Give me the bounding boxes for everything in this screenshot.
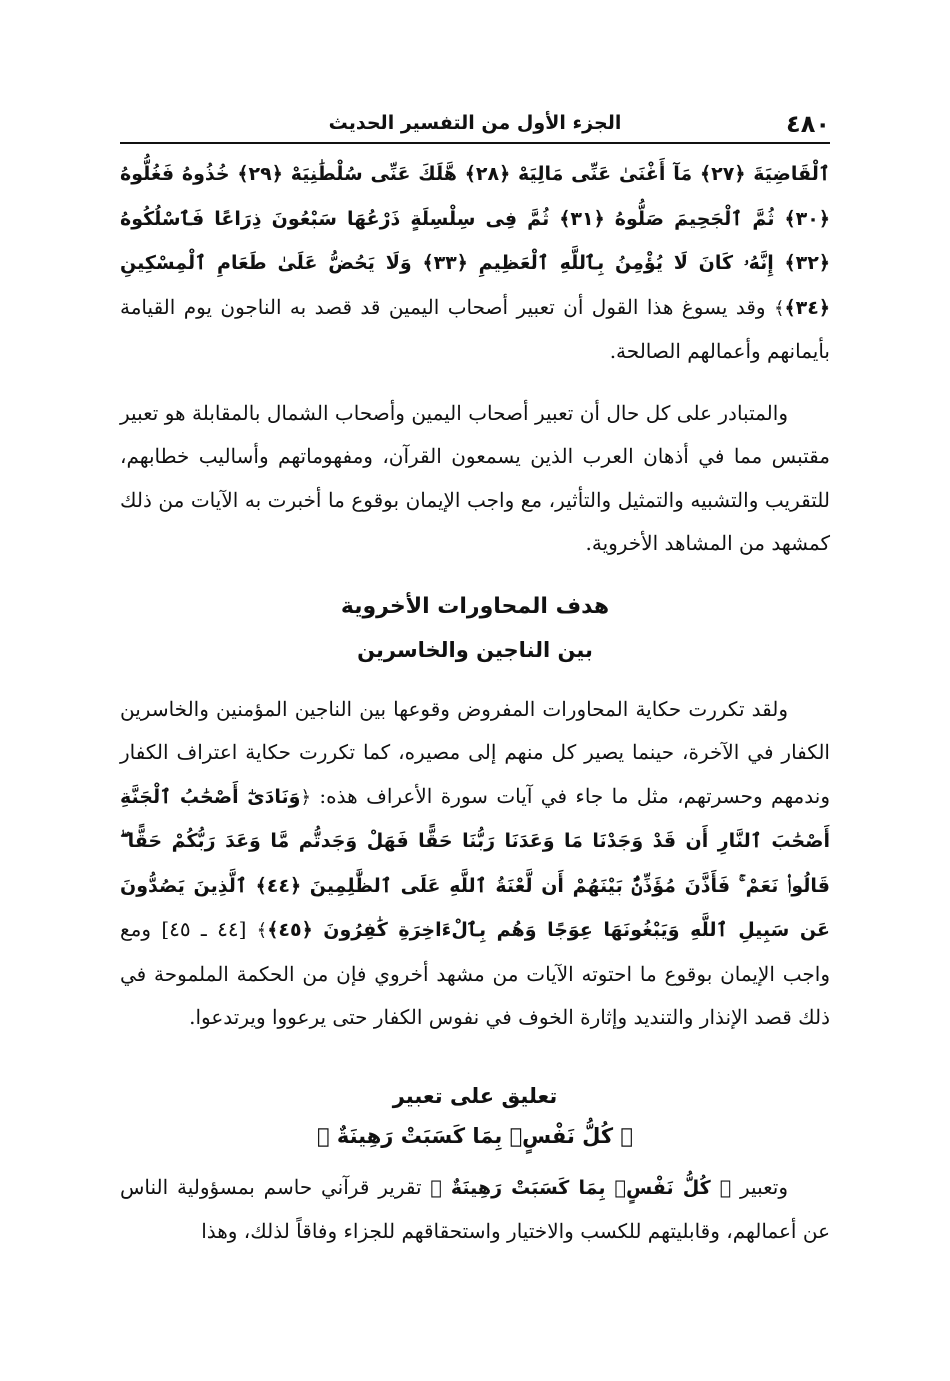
verse-reference: [٤٤ ـ ٤٥] bbox=[151, 917, 257, 941]
quran-quote-araf: وَنَادَىٰٓ أَصْحَٰبُ ٱلْجَنَّةِ أَصْحَٰبَ ٱلنَّارِ أَن قَدْ وَجَدْنَا مَا وَعَدَنَا رَبُّنَا حَقًّا فَهَلْ وَجَدتُّم مَّا وَعَدَ رَبُّكُمْ حَقًّا ۖ قَالُوا۟ نَعَمْ ۚ فَأَذَّنَ مُؤَذِّنٌۢ بَيْنَهُمْ أَن لَّعْنَةُ ٱللَّهِ عَلَى ٱلظَّٰلِمِينَ ﴿٤٤﴾ ٱلَّذِينَ يَصُدُّونَ عَن سَبِيلِ ٱللَّهِ وَيَبْغُونَهَا عِوَجًا وَهُم بِٱلْءَاخِرَةِ كَٰفِرُونَ ﴿٤٥﴾ bbox=[120, 785, 830, 941]
paragraph-gap bbox=[120, 1058, 830, 1076]
header-title: الجزء الأول من التفسير الحديث bbox=[328, 112, 622, 134]
closing-bracket: ﴾ bbox=[773, 297, 785, 319]
section-subtitle-saved-and-losers: بين الناجين والخاسرين bbox=[357, 637, 593, 662]
paragraph-3-text-before: ولقد تكررت حكاية المحاورات المفروض وقوعها بين الناجين المؤمنين والخاسرين الكفار في الآخرة، حينما يصير كل منهم إلى مصيره، كما تكررت حكاية اعتراف الكفار وندمهم وحسرتهم، مثل ما جاء في آيات سورة الأعراف هذه: bbox=[120, 696, 830, 808]
section-title-afterlife-dialogues: هدف المحاورات الأخروية bbox=[340, 593, 610, 619]
paragraph-3-text-after: ومع واجب الإيمان بوقوع ما احتوته الآيات من مشهد أخروي فإن من الحكمة الملموحة في ذلك قصد الإنذار والتنديد وإثارة الخوف في نفوس الكفار حتى يرعووا ويرتدعوا. bbox=[120, 917, 830, 1029]
paragraph-3 bbox=[120, 688, 830, 1040]
opening-bracket: ﴿ bbox=[300, 786, 312, 808]
page-number: ٤٨٠ bbox=[786, 110, 830, 138]
section-title-verse: ﴿ كُلُّ نَفْسٍۭ بِمَا كَسَبَتْ رَهِينَةٌ ﴾ bbox=[316, 1123, 634, 1148]
section-title-commentary: تعليق على تعبير bbox=[392, 1083, 558, 1108]
quran-quote-haqqah: ٱلْقَاضِيَةَ ﴿٢٧﴾ مَآ أَغْنَىٰ عَنِّى مَالِيَهْ ﴿٢٨﴾ هَّلَكَ عَنِّى سُلْطَٰنِيَهْ ﴿٢٩﴾ خُذُوهُ فَغُلُّوهُ ﴿٣٠﴾ ثُمَّ ٱلْجَحِيمَ صَلُّوهُ ﴿٣١﴾ ثُمَّ فِى سِلْسِلَةٍ ذَرْعُهَا سَبْعُونَ ذِرَاعًا فَٱسْلُكُوهُ ﴿٣٢﴾ إِنَّهُۥ كَانَ لَا يُؤْمِنُ بِٱللَّهِ ٱلْعَظِيمِ ﴿٣٣﴾ وَلَا يَحُضُّ عَلَىٰ طَعَامِ ٱلْمِسْكِينِ ﴿٣٤﴾ bbox=[120, 163, 830, 319]
paragraph-2: والمتبادر على كل حال أن تعبير أصحاب اليمين وأصحاب الشمال بالمقابلة هو تعبير مقتبس مما في أذهان العرب الذين يسمعون القرآن، ومفهوماتهم وأساليب خطابهم، للتقريب والتشبيه والتمثيل والتأثير، مع واجب الإيمان بوقوع ما أخبرت به الآيات من ذلك كمشهد من المشاهد الأخروية. bbox=[120, 400, 830, 555]
quran-quote-muddaththir: ﴿ كُلُّ نَفْسٍۭ بِمَا كَسَبَتْ رَهِينَةٌ ﴾ bbox=[430, 1176, 732, 1199]
paragraph-gap bbox=[120, 374, 830, 392]
book-page bbox=[120, 108, 830, 1254]
paragraph-gap bbox=[120, 1040, 830, 1058]
paragraph-1-text: وقد يسوغ هذا القول أن تعبير أصحاب اليمين قد قصد به الناجون يوم القيامة بأيمانهم وأعمالهم الصالحة. bbox=[120, 294, 830, 363]
paragraph-gap bbox=[120, 566, 830, 584]
paragraph-4-text-after: تقرير قرآني حاسم بمسؤولية الناس عن أعمالهم، وقابليتهم للكسب والاختيار واستحقاقهم للجزاء وفاقاً لذلك، وهذا bbox=[120, 1174, 830, 1243]
paragraph-4 bbox=[120, 1166, 830, 1254]
closing-bracket: ﴾ bbox=[256, 920, 268, 941]
paragraph-1 bbox=[120, 152, 830, 374]
running-header bbox=[120, 108, 830, 144]
paragraph-4-text-before: وتعبير bbox=[731, 1174, 788, 1199]
paragraph-gap bbox=[120, 670, 830, 688]
